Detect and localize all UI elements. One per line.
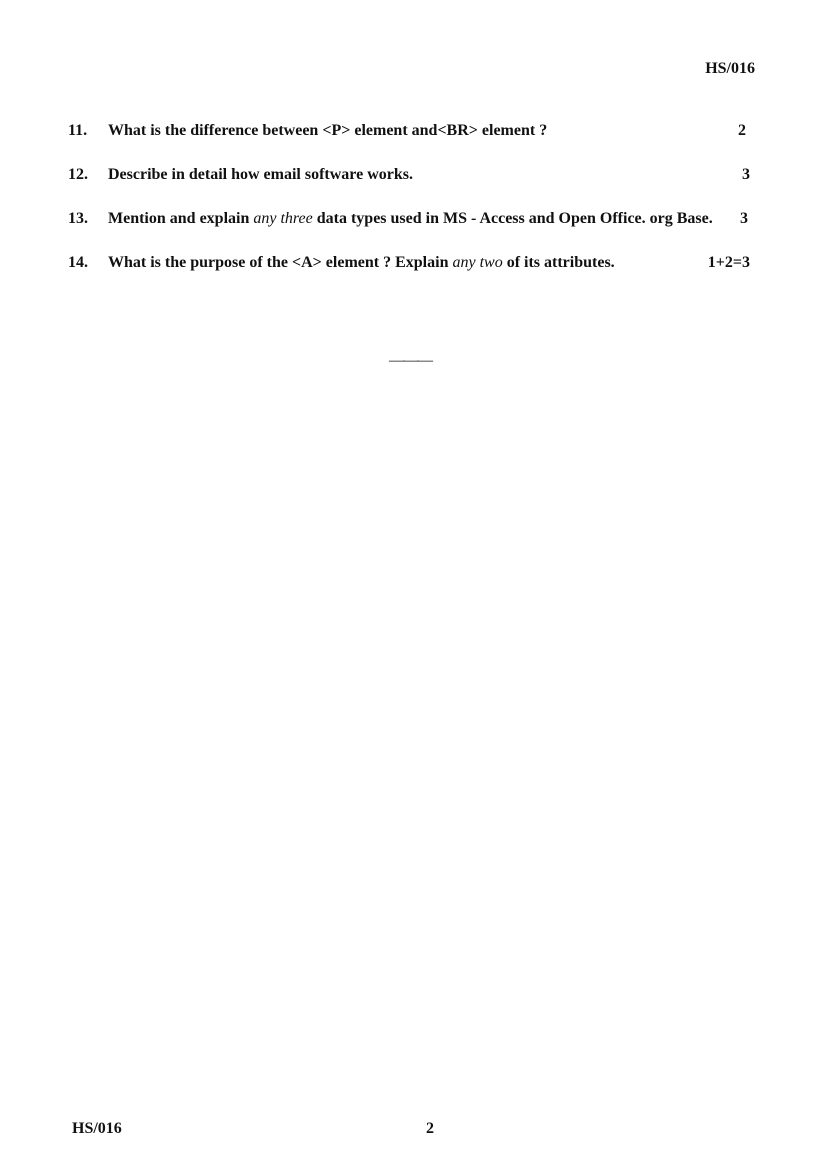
page-number: 2 [426,1120,434,1137]
question-list [68,120,758,296]
question-text-part: Describe in detail how email software works. [108,166,413,183]
question-text [108,120,547,142]
question-item [68,164,758,208]
question-text-emphasis: any three [253,210,313,227]
question-number: 14. [68,254,88,271]
question-item [68,120,758,164]
question-text-part: What is the difference between <P> element and<BR> element ? [108,122,548,139]
question-item [68,208,758,252]
end-of-paper-mark: ——— [389,352,431,369]
question-text [108,208,713,230]
question-marks: 1+2=3 [707,254,750,271]
question-text-part: data types used in MS - Access and Open Office. org Base. [312,210,713,227]
question-text [108,164,413,186]
question-item [68,252,758,296]
page-footer [72,1120,755,1142]
question-marks: 3 [740,210,748,227]
question-text-part: of its attributes. [502,254,615,271]
question-text-part: What is the purpose of the <A> element ? Explain [108,254,453,271]
question-marks: 2 [738,122,746,139]
question-number: 11. [68,122,88,139]
page-code-header: HS/016 [705,60,755,77]
question-text [108,252,615,274]
question-marks: 3 [742,166,750,183]
question-text-part: Mention and explain [108,210,254,227]
footer-paper-code: HS/016 [72,1120,122,1137]
question-text-emphasis: any two [452,254,503,271]
question-number: 12. [68,166,88,183]
question-number: 13. [68,210,88,227]
